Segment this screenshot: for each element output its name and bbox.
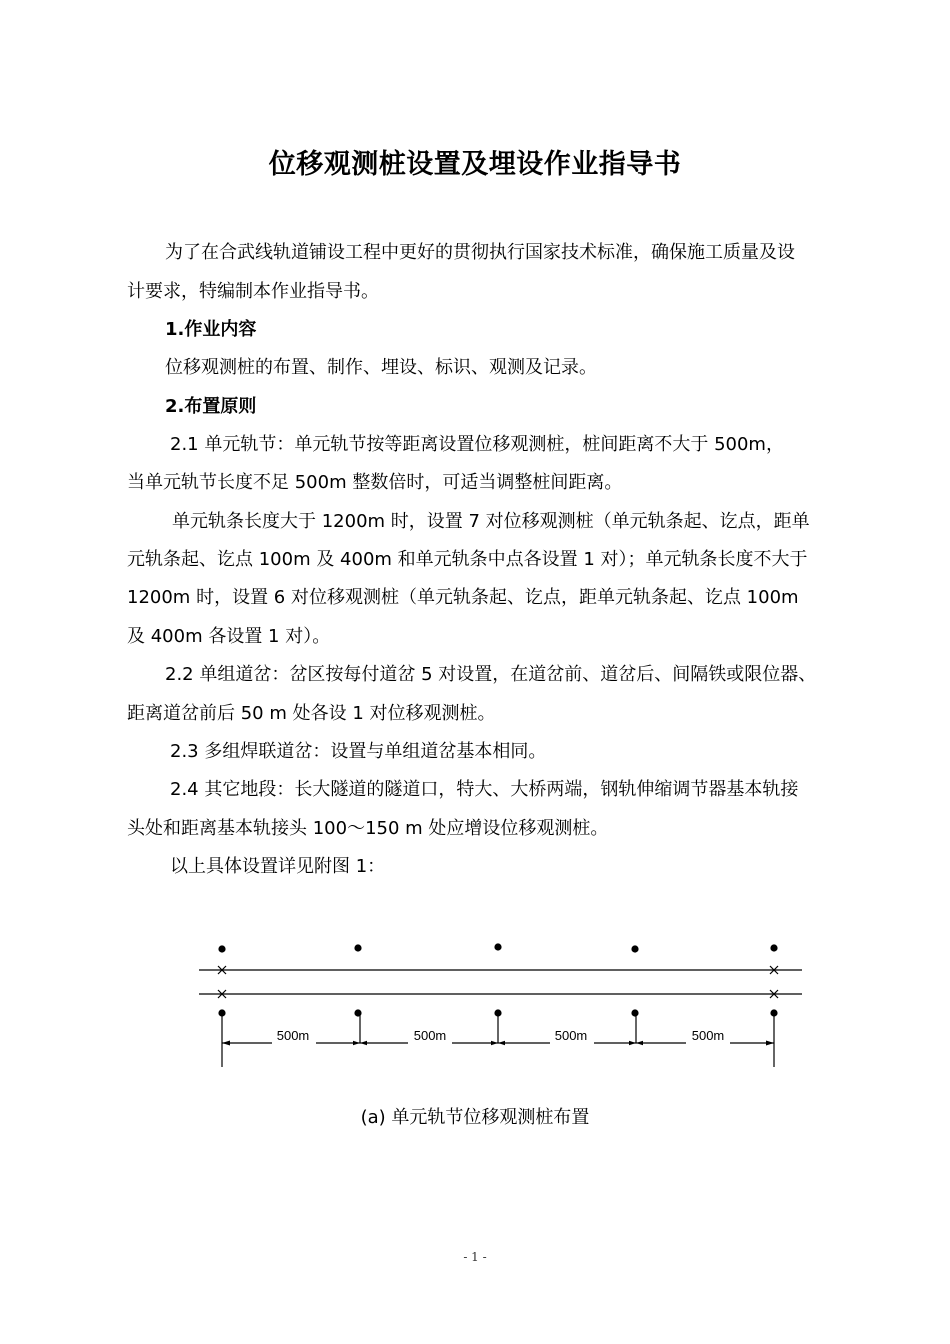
observation-pile-bottom — [494, 1009, 501, 1016]
segment-label: 500m — [413, 1028, 447, 1043]
dimension-arrow — [498, 1041, 505, 1045]
body-line-14: 头处和距离基本轨接头 100～150 m 处应增设位移观测桩。 — [127, 818, 609, 839]
dimension-arrow — [222, 1041, 230, 1046]
document-title: 位移观测桩设置及埋设作业指导书 — [268, 149, 682, 180]
body-line-13: 2.4 其它地段：长大隧道的隧道口，特大、大桥两端，钢轨伸缩调节器基本轨接 — [170, 779, 799, 800]
observation-pile-bottom — [770, 1009, 777, 1016]
pile-layout-diagram — [0, 925, 950, 1075]
dimension-arrow — [353, 1041, 360, 1045]
body-line-15: 以上具体设置详见附图 1： — [170, 856, 386, 877]
body-line-3: 位移观测桩的布置、制作、埋设、标识、观测及记录。 — [165, 357, 597, 378]
body-line-4: 2.1 单元轨节：单元轨节按等距离设置位移观测桩，桩间距离不大于 500m， — [170, 434, 784, 455]
dimension-arrow — [491, 1041, 498, 1045]
dimension-arrow — [636, 1041, 643, 1045]
body-line-12: 2.3 多组焊联道岔：设置与单组道岔基本相同。 — [170, 741, 547, 762]
body-line-8: 1200m 时，设置 6 对位移观测桩（单元轨条起、讫点，距单元轨条起、讫点 100m — [127, 587, 799, 608]
section-heading-2: 2.布置原则 — [165, 396, 257, 417]
page-number: - 1 - — [463, 1250, 487, 1264]
body-line-5: 当单元轨节长度不足 500m 整数倍时，可适当调整桩间距离。 — [127, 472, 623, 493]
body-line-9: 及 400m 各设置 1 对）。 — [127, 626, 331, 647]
observation-pile-top — [770, 944, 777, 951]
segment-label: 500m — [276, 1028, 310, 1043]
observation-pile-top — [494, 943, 501, 950]
body-line-6: 单元轨条长度大于 1200m 时，设置 7 对位移观测桩（单元轨条起、讫点，距单 — [172, 511, 810, 532]
figure-caption: (a) 单元轨节位移观测桩布置 — [360, 1107, 590, 1128]
observation-pile-bottom — [354, 1009, 361, 1016]
dimension-arrow — [360, 1041, 367, 1045]
segment-label: 500m — [554, 1028, 588, 1043]
body-line-7: 元轨条起、讫点 100m 及 400m 和单元轨条中点各设置 1 对）；单元轨条长度不大于 — [127, 549, 808, 570]
dimension-arrow — [629, 1041, 636, 1045]
segment-label: 500m — [691, 1028, 725, 1043]
observation-pile-top — [631, 945, 638, 952]
observation-pile-bottom — [218, 1009, 225, 1016]
body-line-1: 为了在合武线轨道铺设工程中更好的贯彻执行国家技术标准，确保施工质量及设 — [165, 242, 795, 263]
body-line-10: 2.2 单组道岔：岔区按每付道岔 5 对设置，在道岔前、道岔后、间隔铁或限位器、 — [165, 664, 817, 685]
body-line-2: 计要求，特编制本作业指导书。 — [127, 281, 379, 302]
observation-pile-top — [218, 945, 225, 952]
observation-pile-top — [354, 944, 361, 951]
section-heading-1: 1.作业内容 — [165, 319, 257, 340]
dimension-arrow — [766, 1041, 774, 1046]
observation-pile-bottom — [631, 1009, 638, 1016]
body-line-11: 距离道岔前后 50 m 处各设 1 对位移观测桩。 — [127, 703, 496, 724]
